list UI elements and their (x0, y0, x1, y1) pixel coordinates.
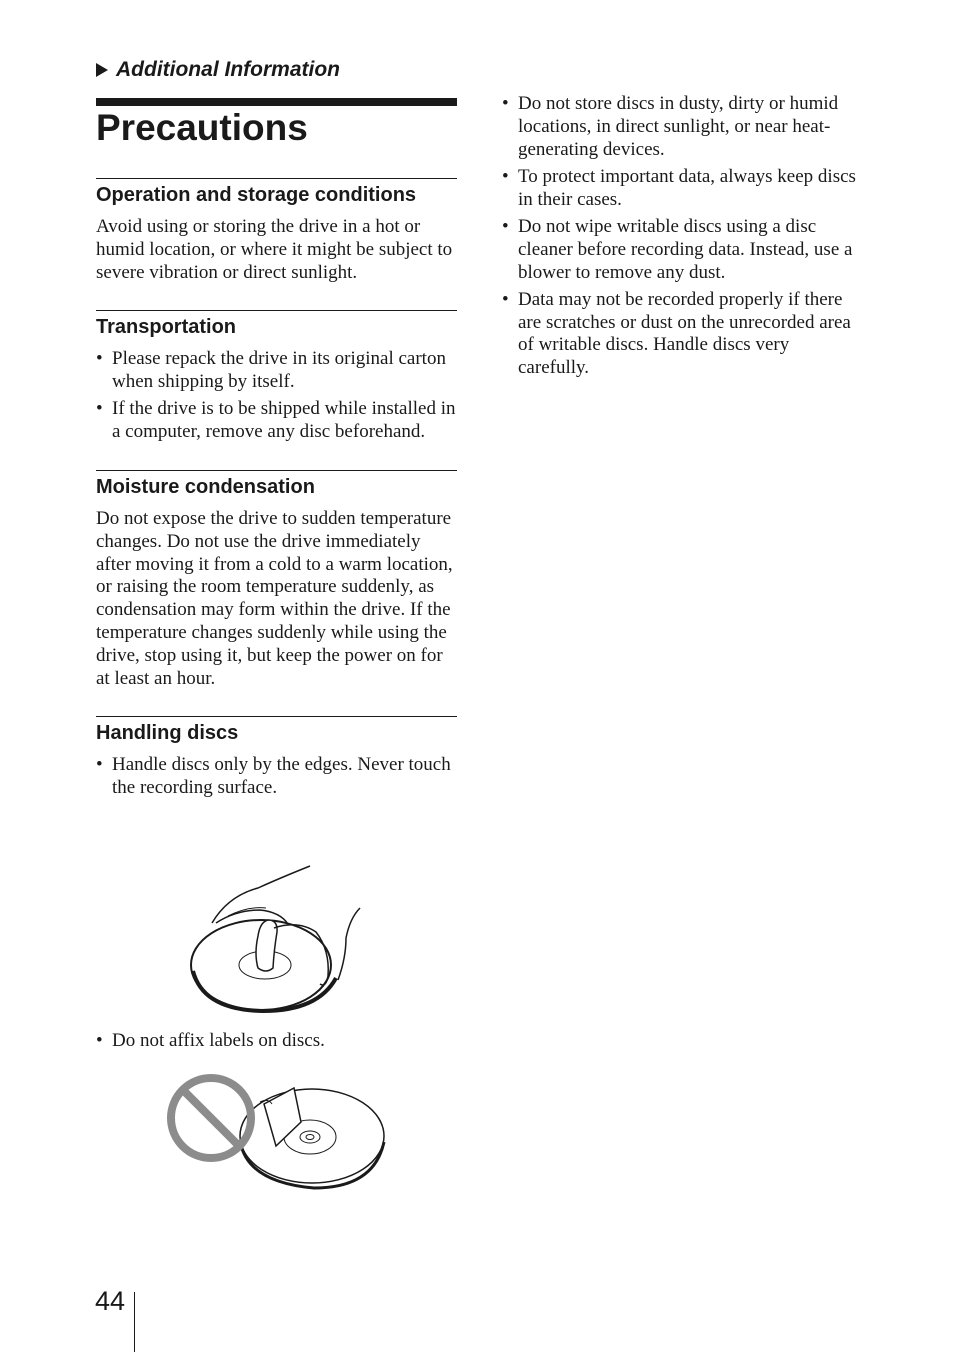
list-item-text: Do not store discs in dusty, dirty or humid locations, in direct sunlight, or near heat-generating devices. (518, 93, 839, 160)
section-handling (96, 716, 457, 800)
list-item-text: If the drive is to be shipped while installed in a computer, remove any disc beforehand. (112, 398, 456, 443)
list-item-text: Handle discs only by the edges. Never touch the recording surface. (112, 754, 451, 799)
title-rule (96, 98, 457, 106)
left-column (96, 178, 457, 826)
right-column (502, 93, 862, 385)
list-item (96, 398, 457, 444)
triangle-right-icon (96, 63, 108, 77)
list-item-text: Do not affix labels on discs. (112, 1030, 325, 1051)
prohibited-sign-icon (171, 1078, 251, 1158)
bullet-icon: • (96, 348, 103, 370)
list-item (96, 348, 457, 394)
bullet-icon: • (96, 1030, 103, 1051)
page-number-rule (134, 1292, 135, 1352)
bullet-list (96, 754, 457, 800)
section-text: Avoid using or storing the drive in a hot or humid location, or where it might be subject to severe vibration or direct sunlight. (96, 216, 453, 283)
breadcrumb-label: Additional Information (116, 58, 340, 81)
disc-with-label-illustration (164, 1070, 394, 1195)
section-operation (96, 178, 457, 284)
page-number: 44 (95, 1286, 126, 1316)
section-heading: Moisture condensation (96, 476, 315, 499)
bullet-icon: • (502, 93, 509, 114)
section-heading: Transportation (96, 316, 237, 339)
bullet-icon: • (96, 754, 103, 776)
list-item-text: Please repack the drive in its original carton when shipping by itself. (112, 348, 446, 393)
list-item (502, 93, 862, 161)
list-item-text: To protect important data, always keep discs in their cases. (518, 165, 856, 210)
section-moisture (96, 470, 457, 690)
bullet-list (502, 93, 862, 380)
page-title: Precautions (96, 107, 308, 148)
bullet-icon: • (502, 215, 509, 237)
bullet-list (96, 348, 457, 444)
list-item (96, 754, 457, 800)
list-item-text: Data may not be recorded properly if there are scratches or dust on the unrecorded area of writable discs. Handle discs very carefully. (518, 288, 851, 379)
list-item-text: Do not wipe writable discs using a disc cleaner before recording data. Instead, use a blower to remove any dust. (518, 215, 853, 283)
list-item (96, 1030, 457, 1053)
section-heading: Operation and storage conditions (96, 184, 417, 206)
list-item (502, 216, 862, 284)
hand-holding-disc-illustration (188, 858, 368, 1018)
breadcrumb (96, 58, 340, 82)
bullet-icon: • (502, 288, 509, 310)
bullet-icon: • (96, 398, 103, 420)
list-item (502, 166, 862, 212)
section-text: Do not expose the drive to sudden temperature changes. Do not use the drive immediately after moving it from a cold to a warm location, or raising the room temperature suddenly, as condensation may form within the drive. If the temperature changes suddenly while using the drive, stop using it, but keep the power on for at least an hour. (96, 508, 453, 689)
bullet-icon: • (502, 165, 509, 187)
section-transportation (96, 310, 457, 444)
bullet-list (96, 1030, 457, 1057)
list-item (502, 289, 862, 380)
section-heading: Handling discs (96, 722, 239, 745)
